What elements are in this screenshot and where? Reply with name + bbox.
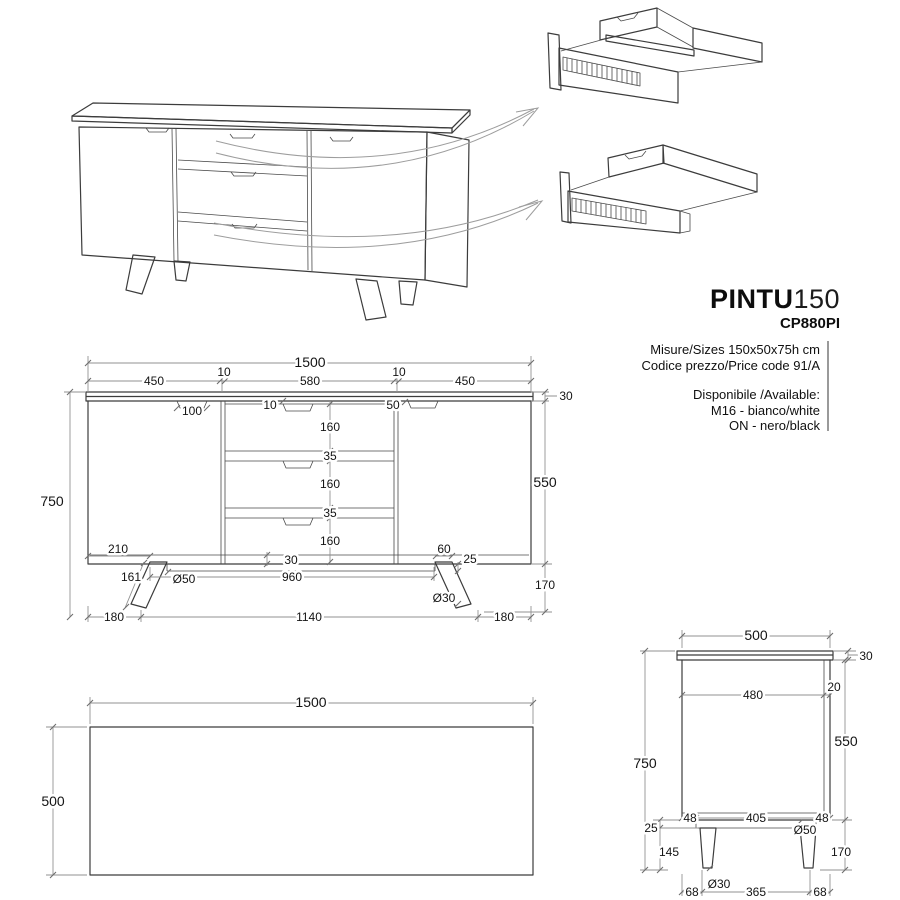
perspective-view: [72, 103, 470, 320]
top-view: [41, 694, 536, 878]
dim-top-depth: 500: [41, 793, 65, 809]
dim-side-floor-front: 68: [685, 885, 699, 899]
dim-front-floor-right: 180: [493, 610, 515, 624]
drawer1-joint-strip: [563, 57, 640, 86]
top-panel-side-edge: [452, 110, 470, 133]
dim-front-door-handle: 100: [181, 404, 203, 418]
dim-side-bottom-back: 48: [815, 811, 829, 825]
dim-front-gap1: 35: [323, 449, 337, 463]
info-divider-rule: [827, 341, 829, 431]
availability-label: Disponibile /Available:: [693, 387, 820, 402]
dim-front-right-door: 450: [454, 374, 476, 388]
dim-front-leg-offset: 210: [107, 542, 129, 556]
callout-arrows: [214, 108, 542, 247]
product-sizes: Misure/Sizes 150x50x75h cm: [650, 342, 820, 357]
drawer2-right-wall: [663, 145, 757, 192]
product-price-code: Codice prezzo/Price code 91/A: [641, 358, 820, 373]
drawer2-back-wall: [608, 145, 664, 177]
dim-front-left-door: 450: [143, 374, 165, 388]
top-panel-front-edge: [72, 116, 452, 133]
front-top-panel: [86, 392, 533, 401]
drawer-detail-open: [560, 145, 757, 233]
dim-side-bottom-front: 48: [683, 811, 697, 825]
drawer1-right-wall: [693, 28, 762, 62]
product-title: [710, 285, 840, 313]
top-dimension-lines: [46, 697, 533, 875]
side-top-panel: [677, 651, 833, 660]
legs: [126, 255, 417, 320]
drawer1-front-face: [559, 48, 678, 103]
dim-front-top-gap: 10: [263, 398, 277, 412]
dim-front-leg-dia-bottom: Ø30: [432, 591, 456, 605]
arrow-to-drawer-detail-2: [214, 200, 538, 247]
product-title-name: PINTU: [709, 284, 794, 314]
side-panel-lines: [682, 660, 830, 820]
dim-front-top-thickness: 30: [559, 389, 573, 403]
dim-front-floor-mid: 1140: [296, 610, 322, 624]
front-drawer-gaps: [225, 451, 394, 518]
top-view-outline: [90, 727, 533, 875]
dim-front-side-height: 550: [533, 474, 557, 490]
dim-front-bottom-thickness: 30: [284, 553, 298, 567]
product-header: [710, 285, 840, 332]
dim-front-leg-top-width: 60: [437, 542, 451, 556]
front-elevation-view: [40, 354, 573, 624]
front-handle-notches: [177, 401, 438, 525]
product-code: CP880PI: [779, 315, 840, 332]
dim-front-mid: 580: [299, 374, 321, 388]
dim-front-rail-span: 960: [281, 570, 303, 584]
product-specs: [642, 342, 820, 374]
front-door-gaps: [221, 401, 398, 564]
drawer2-front-face: [568, 191, 680, 233]
product-availability: [693, 387, 820, 434]
dim-side-leg-dia-top: Ø50: [793, 823, 817, 837]
dim-side-back-thickness: 20: [827, 680, 841, 694]
product-title-size: 150: [793, 284, 840, 314]
drawer2-front-edge: [560, 172, 571, 223]
finish-black: ON - nero/black: [728, 418, 820, 433]
dim-side-bottom-mid: 405: [745, 811, 767, 825]
drawer2-joint-strip: [572, 198, 646, 224]
dim-front-drawer3: 160: [319, 534, 341, 548]
top-panel-face: [72, 103, 470, 128]
arrow-to-drawer-detail-1: [216, 109, 534, 168]
dim-front-overall-height: 750: [40, 493, 64, 509]
dim-front-gap-right: 10: [392, 365, 406, 379]
drawer-detail-divided: [548, 8, 762, 103]
dim-side-leg-body: 145: [658, 845, 680, 859]
dim-front-floor-left: 180: [103, 610, 125, 624]
finish-white: M16 - bianco/white: [710, 402, 820, 418]
drawer2-handle-slot: [625, 151, 646, 159]
dim-side-floor-mid: 365: [745, 885, 767, 899]
front-body-outline: [88, 401, 531, 564]
cabinet-front-face: [79, 127, 427, 280]
dim-side-overall-height: 750: [633, 755, 657, 771]
drawer1-floor-edges: [561, 8, 762, 72]
dim-front-right-handle: 50: [386, 398, 400, 412]
drawer-gap-lines: [178, 160, 307, 231]
dim-side-leg-dia-bottom: Ø30: [707, 877, 731, 891]
side-elevation-view: [633, 627, 873, 899]
drawer1-divider: [606, 35, 694, 56]
dim-top-width: 1500: [295, 694, 327, 710]
dim-side-floor-back: 68: [813, 885, 827, 899]
dim-front-gap-left: 10: [217, 365, 231, 379]
dim-side-overall-depth: 500: [744, 627, 768, 643]
dim-side-leg-height: 170: [830, 845, 852, 859]
dim-front-leg-length: 161: [120, 570, 142, 584]
dim-side-rail-height: 25: [644, 821, 658, 835]
door-gap-lines: [172, 129, 312, 271]
dim-front-leg-dia-top: Ø50: [172, 572, 196, 586]
side-body-outline: [682, 660, 830, 820]
dim-front-gap2: 35: [323, 506, 337, 520]
dim-front-drawer1: 160: [319, 420, 341, 434]
dim-side-top-thickness: 30: [859, 649, 873, 663]
dim-side-inner-depth: 480: [742, 688, 764, 702]
dim-front-leg-height: 170: [534, 578, 556, 592]
dim-front-drawer2: 160: [319, 477, 341, 491]
dim-side-height: 550: [834, 733, 858, 749]
dim-front-overall-width: 1500: [294, 354, 326, 370]
dim-front-rail-height: 25: [463, 552, 477, 566]
